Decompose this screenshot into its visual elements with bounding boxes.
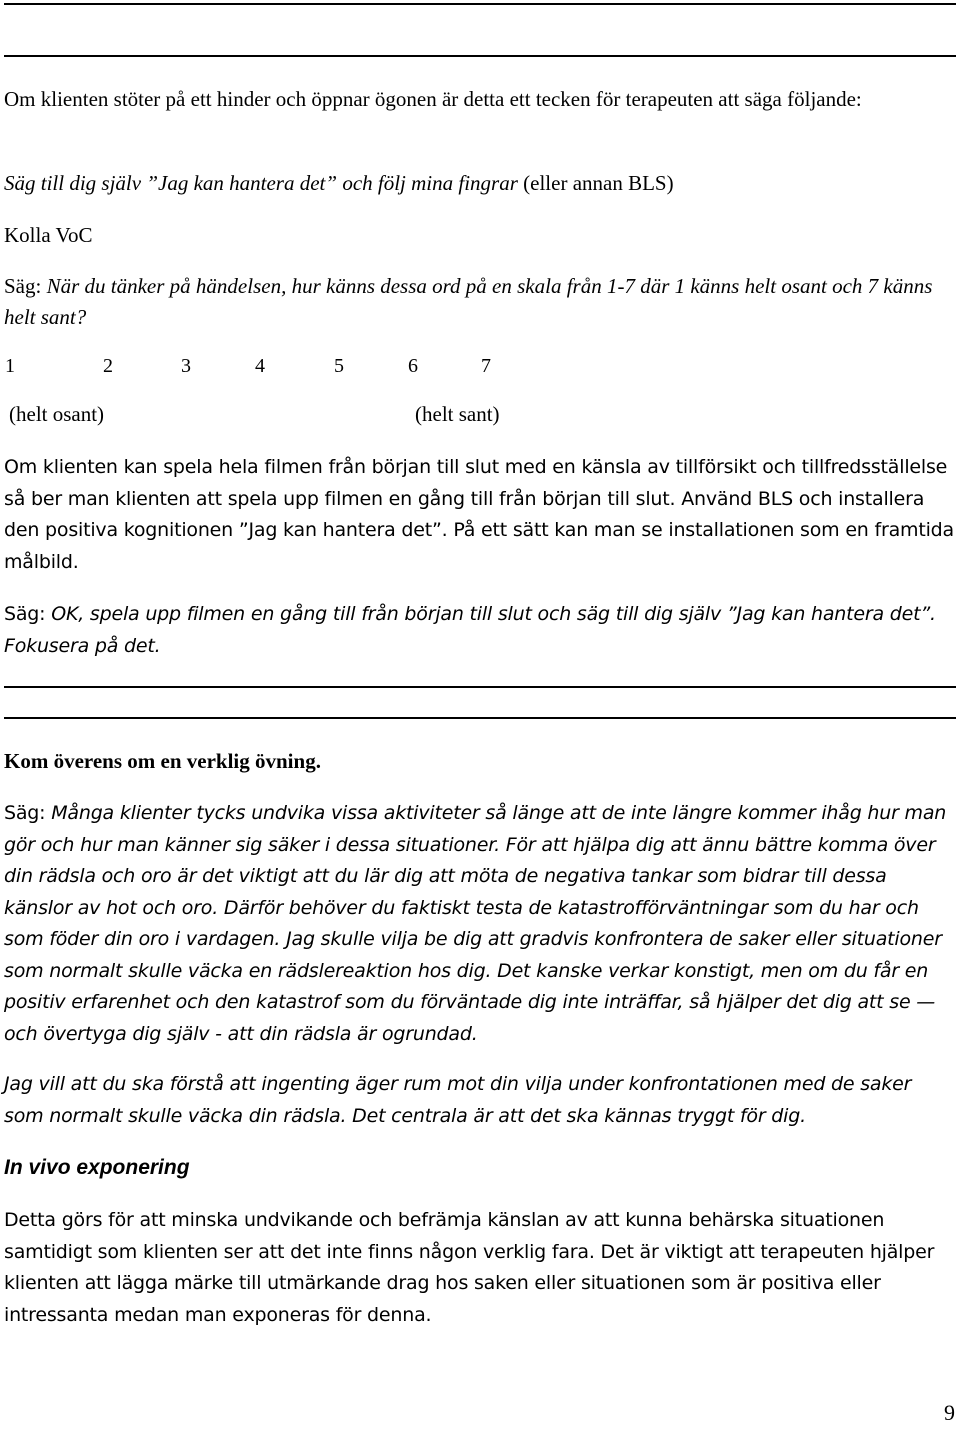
- film-instruction: [4, 599, 956, 662]
- intro-paragraph: Om klienten stöter på ett hinder och öppnar ögonen är detta ett tecken för terapeuten att säga följande:: [4, 87, 862, 111]
- invivo-paragraph: Detta görs för att minska undvikande och befrämja känslan av att kunna behärska situationen samtidigt som klienten ser att det inte finns någon verklig fara. Det är viktigt att terapeuten hjälper klienten att lägga märke till utmärkande drag hos saken eller situationen som är positiva eller intressanta medan man exponeras för denna.: [4, 1209, 935, 1326]
- scale-number: 6: [408, 355, 418, 377]
- ovning-paragraph: [4, 798, 956, 1050]
- film-instruction-prefix: Säg:: [4, 603, 52, 625]
- ovning-prefix: Säg:: [4, 802, 52, 824]
- voc-question: [4, 271, 956, 333]
- scale-anchors: [0, 402, 960, 432]
- ovning-heading-text: Kom överens om en verklig övning.: [4, 749, 321, 773]
- scale-number: 3: [181, 355, 191, 377]
- voc-scale: [0, 355, 960, 385]
- instruction-italic: Säg till dig själv ”Jag kan hantera det” och följ mina fingrar: [4, 171, 518, 195]
- section-rule-1: [4, 686, 956, 688]
- scale-number: 2: [103, 355, 113, 377]
- voc-question-prefix: Säg:: [4, 274, 47, 298]
- scale-high-anchor: (helt sant): [415, 402, 500, 426]
- section-rule-2: [4, 717, 956, 719]
- top-rule-1: [4, 3, 956, 5]
- ovning-heading: [4, 746, 956, 777]
- installation-paragraph: Om klienten kan spela hela filmen från början till slut med en känsla av tillförsikt och tillfredsställelse så ber man klienten att spela upp filmen en gång till från början till slut. Använd BLS och installera den positiva kognitionen ”Jag kan hantera det”. På ett sätt kan man se installationen som en framtida målbild.: [4, 456, 954, 573]
- scale-number: 1: [5, 355, 15, 377]
- ovning-italic: Många klienter tycks undvika vissa aktiviteter så länge att de inte längre kommer ihåg hur man gör och hur man känner sig säker i dessa situationer. För att hjälpa dig att ännu bättre komma över din rädsla och oro är det viktigt att du lär dig att möta de negativa tankar som bidrar till dessa känslor av hot och oro. Därför behöver du faktiskt testa de katastrofförväntningar som du har och som föder din oro i vardagen. Jag skulle vilja be dig att gradvis konfrontera de saker eller situationer som normalt skulle väcka en rädslereaktion hos dig. Det kanske verkar konstigt, men om du får en positiv erfarenhet och den katastrof som du förväntade dig inte inträffar, så hjälper det dig att se — och övertyga dig själv - att din rädsla är ogrundad.: [4, 802, 947, 1045]
- top-rule-2: [4, 55, 956, 57]
- page-number: 9: [944, 1400, 955, 1425]
- scale-number: 5: [334, 355, 344, 377]
- film-instruction-italic: OK, spela upp filmen en gång till från början till slut och säg till dig själv ”Jag kan hantera det”. Fokusera på det.: [4, 603, 936, 657]
- invivo-heading: In vivo exponering: [4, 1156, 190, 1179]
- voc-line: Kolla VoC: [4, 223, 93, 247]
- instruction-rest: (eller annan BLS): [517, 171, 674, 195]
- voc-question-italic: När du tänker på händelsen, hur känns dessa ord på en skala från 1-7 där 1 känns helt osant och 7 känns helt sant?: [4, 274, 933, 329]
- scale-number: 4: [255, 355, 265, 377]
- instruction-line: [4, 168, 956, 199]
- safety-paragraph: Jag vill att du ska förstå att ingenting äger rum mot din vilja under konfrontationen med de saker som normalt skulle väcka din rädsla. Det centrala är att det ska kännas tryggt för dig.: [4, 1073, 912, 1127]
- scale-low-anchor: (helt osant): [9, 402, 105, 426]
- scale-number: 7: [481, 355, 491, 377]
